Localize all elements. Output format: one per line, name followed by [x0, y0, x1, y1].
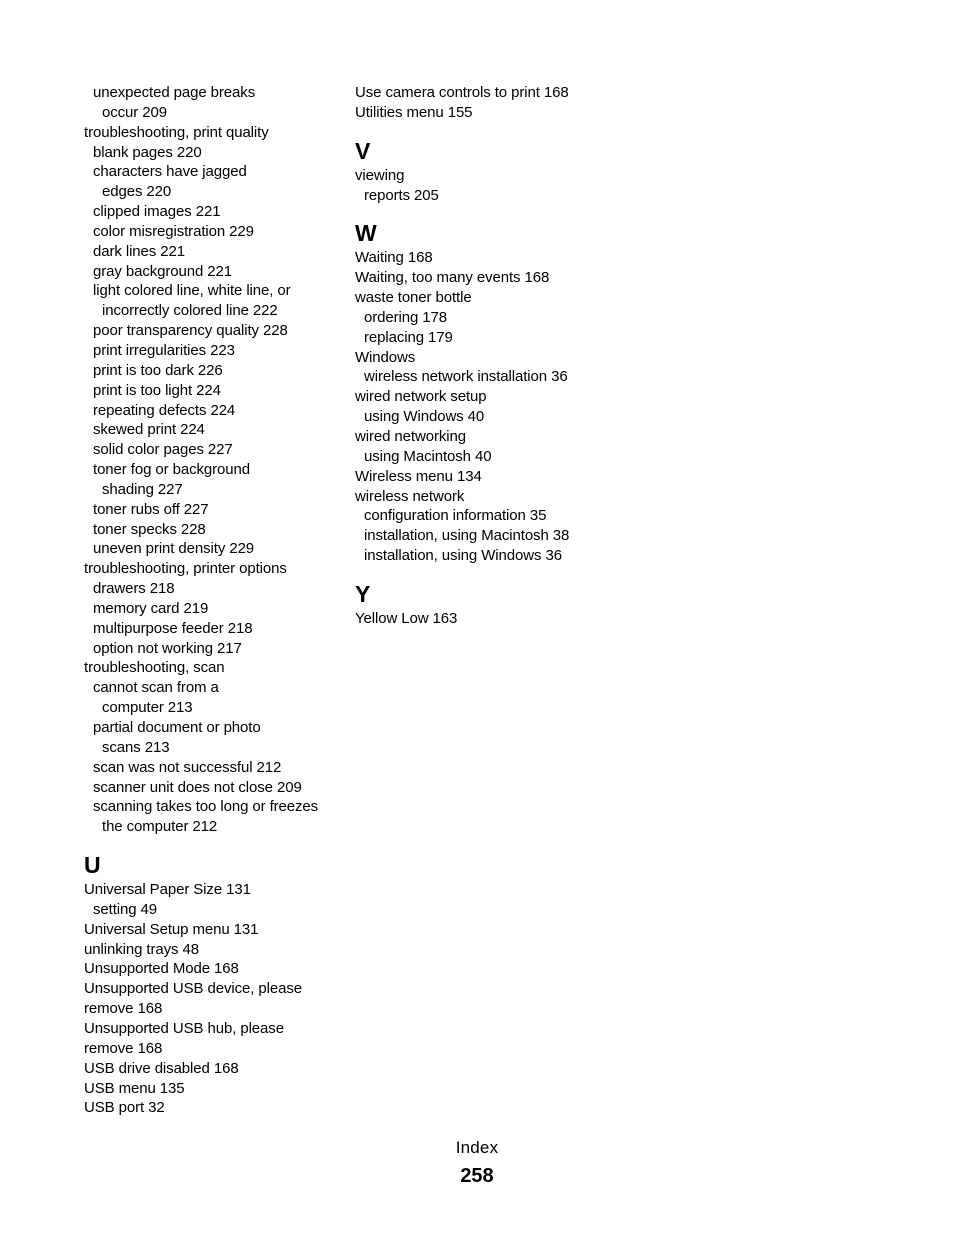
index-subentry: configuration information 35 — [364, 507, 547, 525]
index-entry: Unsupported Mode 168 — [84, 960, 239, 978]
index-subentry: edges 220 — [102, 183, 172, 201]
index-entry: troubleshooting, print quality — [84, 123, 269, 141]
index-subentry: using Windows 40 — [364, 408, 485, 426]
index-subentry: installation, using Macintosh 38 — [364, 527, 570, 545]
index-subentry: unexpected page breaks — [93, 84, 256, 101]
index-subentry: cannot scan from a — [93, 679, 219, 697]
index-entry: Unsupported USB device, please — [84, 980, 302, 998]
index-subentry: uneven print density 229 — [93, 540, 255, 558]
index-entry: Windows — [355, 348, 416, 366]
index-subentry: setting 49 — [93, 900, 158, 918]
index-subentry: solid color pages 227 — [93, 441, 233, 459]
index-subentry: scanning takes too long or freezes — [93, 798, 319, 816]
index-subentry: ordering 178 — [364, 308, 448, 326]
index-entry: Universal Setup menu 131 — [84, 920, 259, 938]
index-subentry: gray background 221 — [93, 262, 233, 280]
index-entry: troubleshooting, printer options — [84, 560, 287, 578]
index-entry: USB port 32 — [84, 1099, 165, 1117]
index-subentry: skewed print 224 — [93, 421, 205, 439]
index-subentry: toner specks 228 — [93, 520, 206, 538]
index-entry: viewing — [355, 166, 405, 184]
index-subentry: toner fog or background — [93, 461, 250, 479]
index-subentry: light colored line, white line, or — [93, 282, 291, 300]
index-subentry: reports 205 — [364, 186, 439, 204]
index-entry: Use camera controls to print 168 — [355, 84, 569, 101]
index-entry: wireless network — [355, 487, 465, 505]
index-subentry: print is too dark 226 — [93, 361, 223, 379]
index-subentry: drawers 218 — [93, 580, 175, 598]
index-subentry: scanner unit does not close 209 — [93, 778, 302, 796]
index-subentry: option not working 217 — [93, 639, 242, 657]
index-subentry: dark lines 221 — [93, 242, 185, 260]
index-entry: Unsupported USB hub, please — [84, 1019, 284, 1037]
index-subentry: occur 209 — [102, 103, 167, 121]
index-entry: Yellow Low 163 — [355, 609, 458, 627]
index-subentry: using Macintosh 40 — [364, 447, 492, 465]
index-subentry: repeating defects 224 — [93, 401, 236, 419]
index-subentry: print is too light 224 — [93, 381, 221, 399]
index-subentry: scans 213 — [102, 738, 170, 756]
index-subentry: installation, using Windows 36 — [364, 547, 562, 565]
index-subentry: incorrectly colored line 222 — [102, 302, 278, 320]
index-subentry: multipurpose feeder 218 — [93, 619, 253, 637]
index-subentry: the computer 212 — [102, 818, 218, 836]
index-subentry: wireless network installation 36 — [364, 368, 568, 386]
index-subentry: memory card 219 — [93, 599, 209, 617]
index-entry: Wireless menu 134 — [355, 467, 482, 485]
index-entry: wired network setup — [355, 388, 487, 406]
footer-section-title: Index — [455, 1138, 499, 1157]
index-subentry: poor transparency quality 228 — [93, 322, 288, 340]
index-subentry: print irregularities 223 — [93, 341, 235, 359]
index-entry: Universal Paper Size 131 — [84, 881, 251, 899]
index-entry: remove 168 — [84, 1000, 163, 1018]
index-subentry: blank pages 220 — [93, 143, 202, 161]
page-number: 258 — [460, 1165, 494, 1187]
index-subentry: toner rubs off 227 — [93, 500, 209, 518]
index-subentry: partial document or photo — [93, 719, 261, 736]
index-column-left — [84, 83, 346, 1118]
index-subentry: replacing 179 — [364, 328, 453, 346]
index-entry: wired networking — [355, 427, 466, 445]
index-letter-heading: W — [355, 220, 377, 247]
index-letter-heading: U — [84, 852, 101, 879]
index-subentry: color misregistration 229 — [93, 222, 254, 240]
index-entry: troubleshooting, scan — [84, 659, 225, 677]
index-entry: USB menu 135 — [84, 1079, 185, 1097]
index-column-right — [355, 83, 615, 629]
index-entry: remove 168 — [84, 1039, 163, 1057]
index-entry: unlinking trays 48 — [84, 940, 199, 958]
index-letter-heading: Y — [355, 580, 371, 607]
index-entry: Waiting, too many events 168 — [355, 269, 550, 287]
index-subentry: computer 213 — [102, 699, 193, 717]
index-subentry: scan was not successful 212 — [93, 758, 282, 776]
index-entry: Waiting 168 — [355, 249, 433, 267]
index-subentry: clipped images 221 — [93, 203, 221, 221]
index-entry: Utilities menu 155 — [355, 103, 473, 121]
index-entry: waste toner bottle — [355, 289, 472, 307]
index-subentry: characters have jagged — [93, 163, 247, 181]
index-entry: USB drive disabled 168 — [84, 1059, 239, 1077]
index-subentry: shading 227 — [102, 480, 183, 498]
index-letter-heading: V — [355, 137, 371, 164]
